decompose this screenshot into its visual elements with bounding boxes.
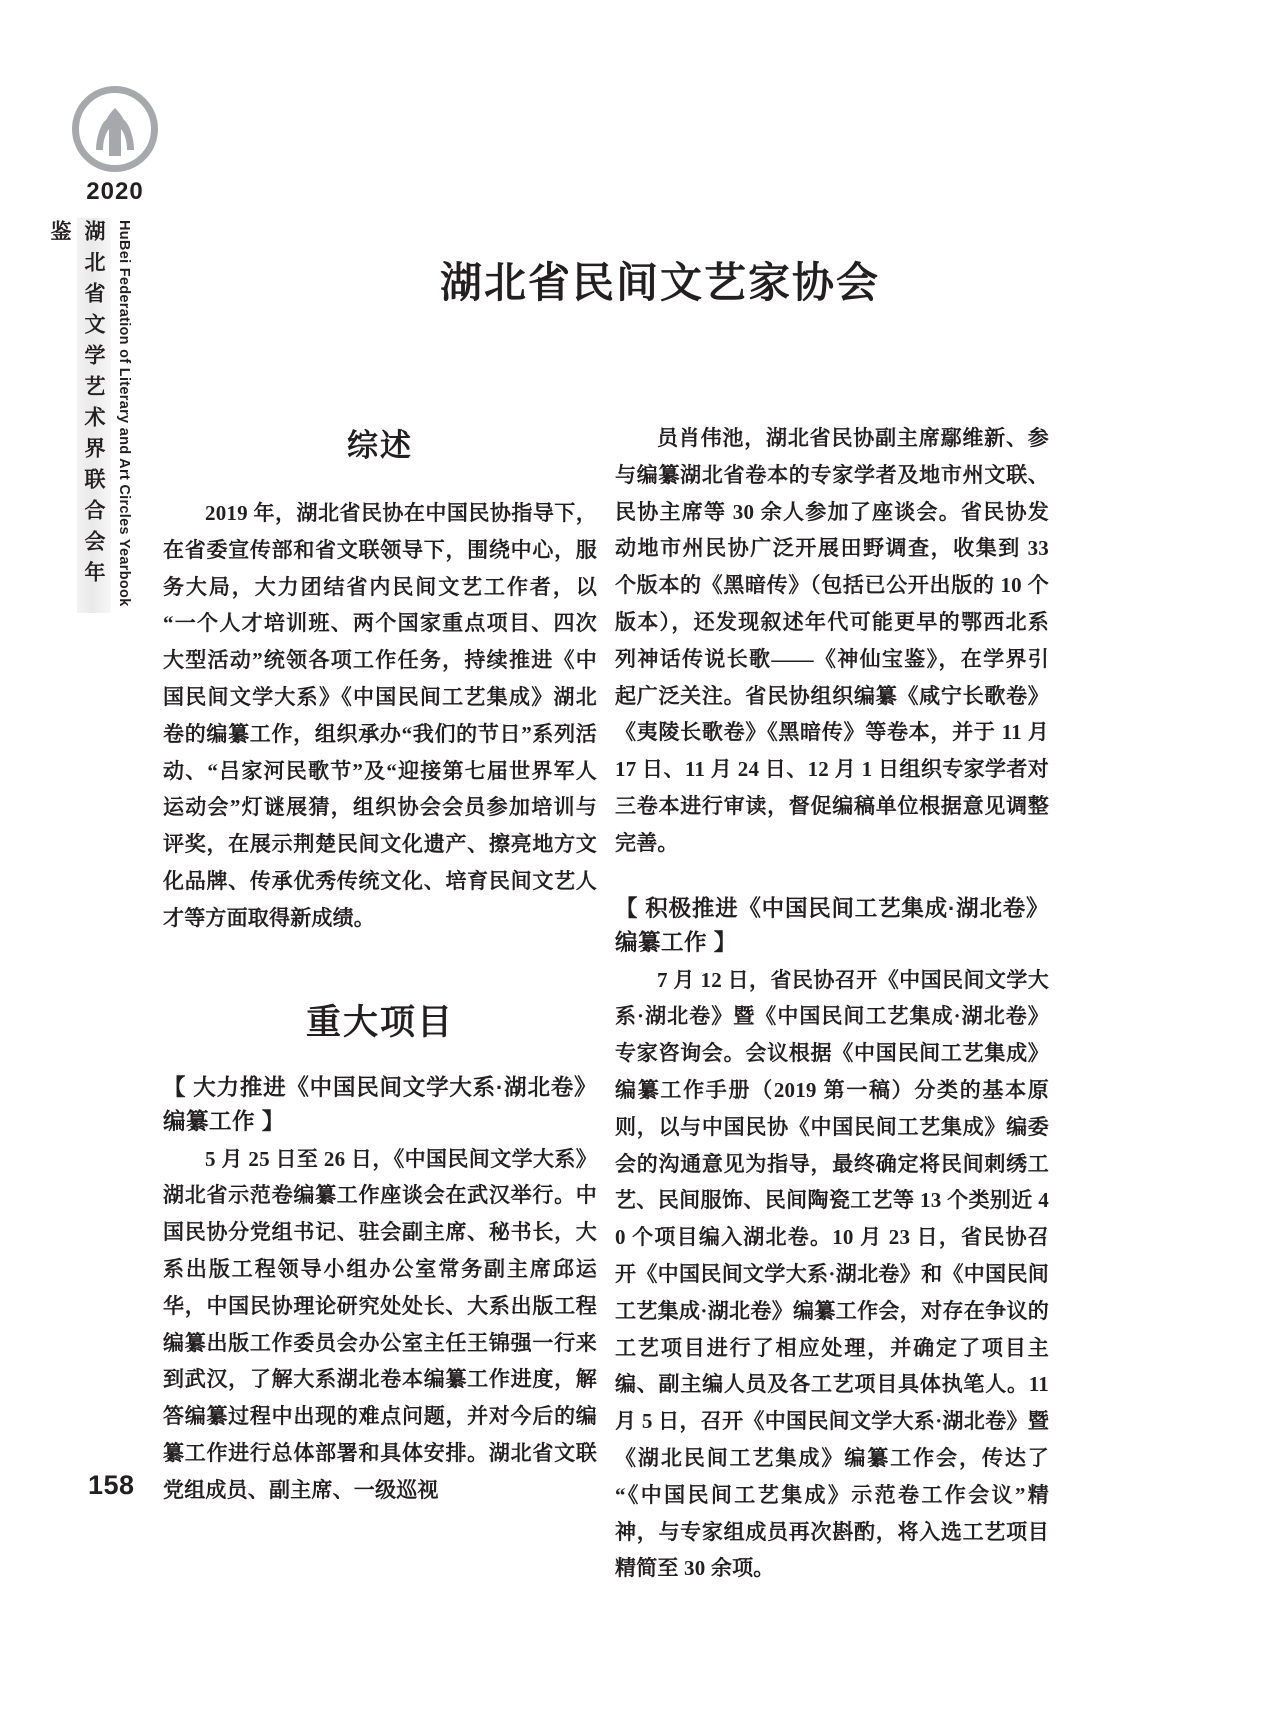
page-number: 158 [88, 1470, 135, 1500]
page-title: 湖北省民间文艺家协会 [439, 261, 880, 308]
subsection-heading-left: 【 大力推进《中国民间文学大系·湖北卷》编纂工作 】 [163, 1074, 597, 1134]
sidebar-chinese-label: 湖北省文学艺术界联合会年鉴 [48, 220, 106, 592]
hubei-federation-emblem-icon [72, 86, 158, 172]
section-heading-overview: 综述 [347, 428, 413, 463]
article-body [163, 420, 1103, 1581]
paragraph-left-subsection: 5 月 25 日至 26 日，《中国民间文学大系》湖北省示范卷编纂工作座谈会在武汉举行。中国民协分党组书记、驻会副主席、秘书长，大系出版工程领导小组办公室常务副主席邱运华，中国民协理论研究处处长、大系出版工程编纂出版工作委员会办公室主任王锦强一行来到武汉，了解大系湖北卷本编纂工作进度，解答编纂过程中出现的难点问题，并对今后的编纂工作进行总体部署和具体安排。湖北省文联党组成员、副主席、一级巡视 [163, 1146, 597, 1502]
column-left [163, 420, 597, 1510]
sidebar-english-label: HuBei Federation of Literary and Art Circles Yearbook [116, 220, 132, 607]
paragraph-right-continued: 员肖伟池，湖北省民协副主席鄢维新、参与编纂湖北省卷本的专家学者及地市州文联、民协主席等 30 余人参加了座谈会。省民协发动地市州民协广泛开展田野调查，收集到 33 个版本的《黑暗传》（包括已公开出版的 10 个版本），还发现叙述年代可能更早的鄂西北系列神话传说长歌——《神仙宝鉴》，在学界引起广泛关注。省民协组织编纂《咸宁长歌卷》《夷陵长歌卷》《黑暗传》等卷本，并于 11 月 17 日、11 月 24 日、12 月 1 日组织专家学者对三卷本进行审读，督促编稿单位根据意见调整完善。 [615, 426, 1049, 855]
paragraph-overview: 2019 年，湖北省民协在中国民协指导下，在省委宣传部和省文联领导下，围绕中心，服务大局，大力团结省内民间文艺工作者，以“一个人才培训班、两个国家重点项目、四次大型活动”统领各项工作任务，持续推进《中国民间文学大系》《中国民间工艺集成》湖北卷的编纂工作，组织承办“我们的节日”系列活动、“吕家河民歌节”及“迎接第七届世界军人运动会”灯谜展猜，组织协会会员参加培训与评奖，在展示荆楚民间文化遗产、擦亮地方文化品牌、传承优秀传统文化、培育民间文艺人才等方面取得新成绩。 [163, 501, 597, 930]
logo-year-label: 2020 [86, 178, 144, 205]
column-right [615, 420, 1049, 1581]
subsection-heading-right: 【 积极推进《中国民间工艺集成·湖北卷》编纂工作 】 [615, 895, 1049, 955]
paragraph-right-subsection: 7 月 12 日，省民协召开《中国民间文学大系·湖北卷》暨《中国民间工艺集成·湖北卷》专家咨询会。会议根据《中国民间工艺集成》编纂工作手册（2019 第一稿）分类的基本原则，以与中国民协《中国民间工艺集成》编委会的沟通意见为指导，最终确定将民间刺绣工艺、民间服饰、民间陶瓷工艺等 13 个类别近 40 个项目编入湖北卷。10 月 23 日，省民协召开《中国民间文学大系·湖北卷》和《中国民间工艺集成·湖北卷》编纂工作会，对存在争议的工艺项目进行了相应处理，并确定了项目主编、副主编人员及各工艺项目具体执笔人。11 月 5 日，召开《中国民间文学大系·湖北卷》暨《湖北民间工艺集成》编纂工作会，传达了“《中国民间工艺集成》示范卷工作会议”精神，与专家组成员再次斟酌，将入选工艺项目精简至 30 余项。 [615, 967, 1049, 1581]
federation-logo [72, 86, 164, 178]
section-heading-major-projects: 重大项目 [305, 1002, 454, 1042]
